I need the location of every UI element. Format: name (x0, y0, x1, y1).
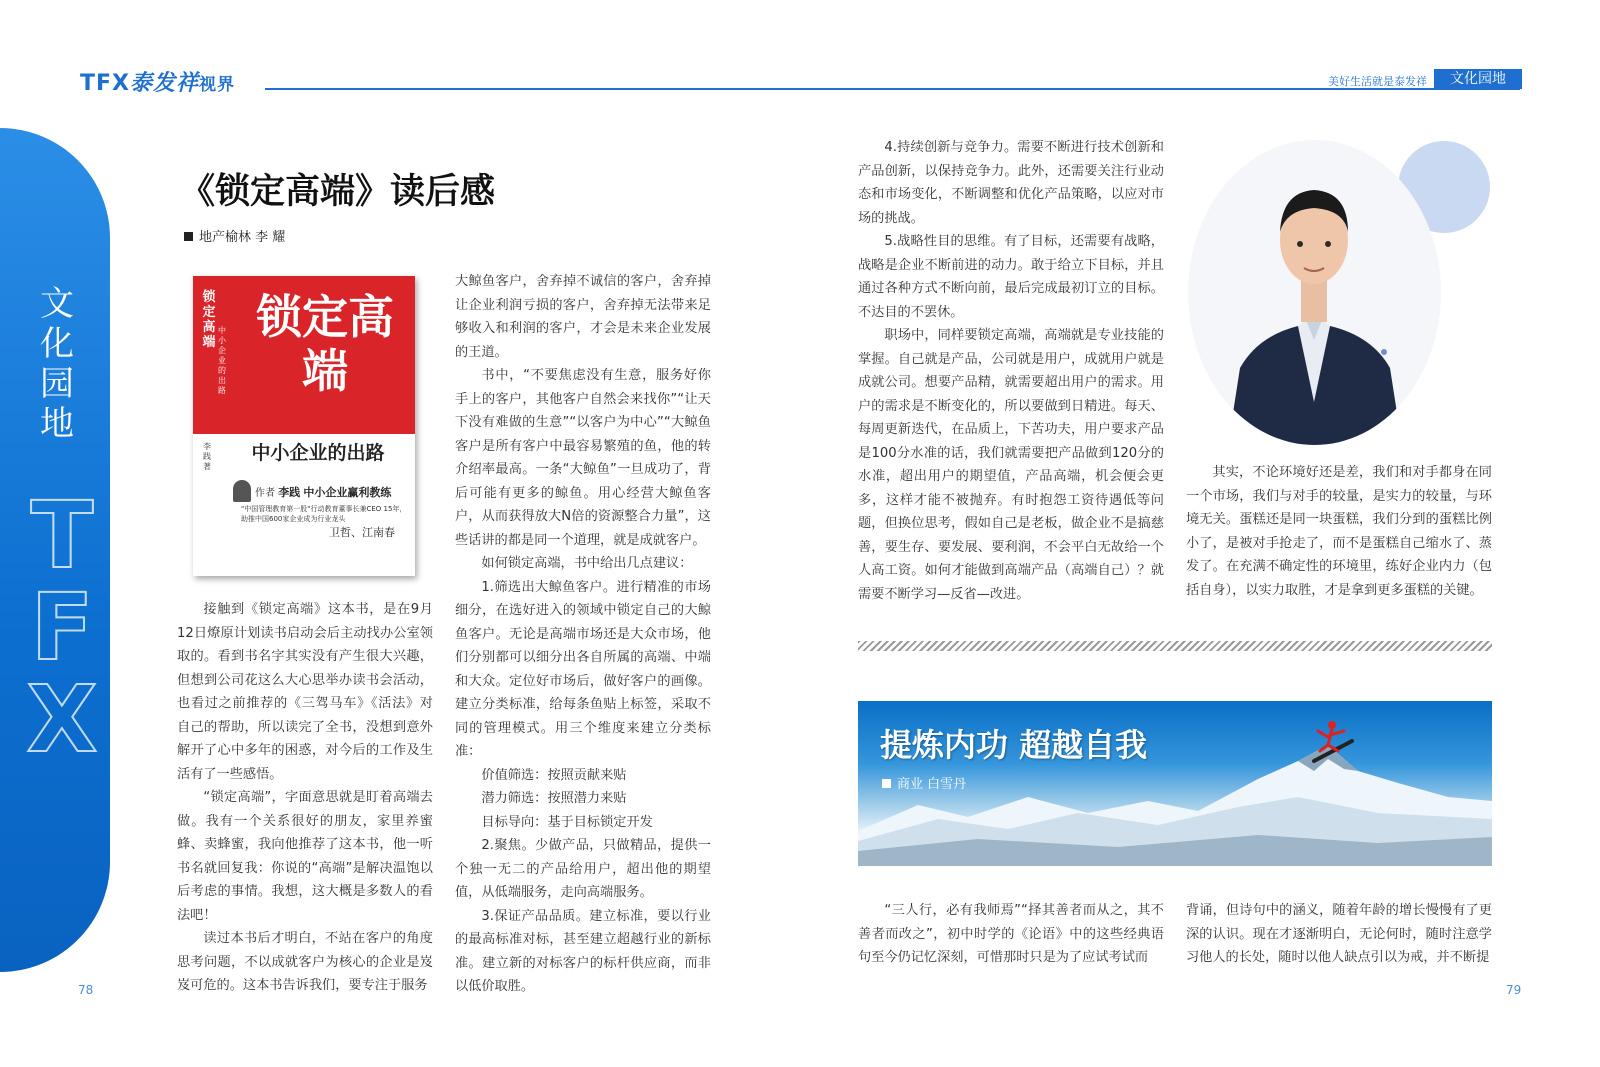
paragraph: 其实，不论环境好还是差，我们和对手都身在同一个市场，我们与对手的较量，是实力的较量，与环境无关。蛋糕还是同一块蛋糕，我们分到的蛋糕比例小了，是被对手抢走了，而不是蛋糕自己缩水了、蒸发了。在充满不确定性的环境里，练好企业内力（包括自身），以实力取胜，才是拿到更多蛋糕的关键。 (1186, 465, 1492, 598)
book-side-title: 锁定高端 (202, 290, 216, 350)
paragraph: 目标导向：基于目标锁定开发 (481, 814, 653, 830)
banner-title: 提炼内功 超越自我 (880, 726, 1148, 764)
header-slogan: 美好生活就是泰发祥 (1328, 75, 1427, 88)
page-number-left: 78 (78, 983, 94, 997)
book-cover-image (193, 276, 415, 576)
watermark-letter: X (26, 666, 98, 773)
watermark-letter: T (30, 482, 94, 589)
author-name: 李践 (278, 486, 301, 499)
paragraph: “三人行，必有我师焉”“择其善者而从之，其不善者而改之”，初中时学的《论语》中的这些经典语句至今仍记忆深刻，可惜那时只是为了应试考试而 (858, 903, 1164, 965)
book-main-title: 锁定高端 (256, 290, 394, 398)
sidebar-section-title: 文化园地 (40, 284, 74, 444)
paragraph: 书中，“不要焦虑没有生意，服务好你手上的客户，其他客户自然会来找你”“让天下没有难做的生意”“以客户为中心”“大鲸鱼客户是所有客户中最容易繁殖的鱼，他的转介绍率最高。一条“大鲸鱼”一旦成功了，背后可能有更多的鲸鱼。用心经营大鲸鱼客户，从而获得放大N倍的资源整合力量”，这些话讲的都是同一个道理，就是成就客户。 (455, 368, 711, 548)
book-quote: "中国管理教育第一股"行动教育董事长兼CEO 15年，助推中国600家企业成为行业龙头 (241, 505, 407, 523)
author-portrait (1188, 140, 1441, 445)
bottom-column-1 (858, 899, 1164, 970)
paragraph: 职场中，同样要锁定高端，高端就是专业技能的掌握。自己就是产品，公司就是用户，成就用户就是成就公司。想要产品精，就需要超出用户的需求。用户的需求是不断变化的，所以要做到日精进。每天、每周更新迭代，在品质上，下苦功夫，用户要求产品是100分水准的话，我们就需要把产品做到120分的水准，超出用户的期望值，产品高端，机会便会更多，这样才能不被抛弃。有时抱怨工资待遇低等问题，但换位思考，假如自己是老板，做企业不是搞慈善，要生存、要发展、要利润，不会平白无故给一个人高工资。如何才能做到高端产品（高端自己）？就需要不断学习—反省—改进。 (858, 328, 1164, 602)
paragraph: 大鲸鱼客户，舍弃掉不诚信的客户，舍弃掉让企业利润亏损的客户，舍弃掉无法带来足够收入和利润的客户，才会是未来企业发展的王道。 (455, 274, 711, 360)
paragraph: 如何锁定高端，书中给出几点建议： (481, 556, 693, 571)
watermark-letters (22, 482, 102, 773)
section-divider (858, 641, 1492, 651)
section-tab: 文化园地 (1434, 69, 1522, 89)
byline-text: 商业 白雪丹 (897, 777, 967, 792)
author-role: 中小企业赢利教练 (303, 486, 392, 499)
logo-suffix: 视界 (199, 75, 236, 95)
left-column-1 (177, 598, 433, 998)
byline-square-icon (882, 779, 891, 788)
watermark-letter: F (30, 574, 94, 681)
paragraph: 背诵，但诗句中的涵义，随着年龄的增长慢慢有了更深的认识。现在才逐渐明白，无论何时，随时注意学习他人的长处，随时以他人缺点引以为戒，并不断提 (1186, 903, 1492, 965)
book-author-line (255, 484, 391, 500)
author-photo (233, 480, 251, 502)
author-label: 作者 (255, 488, 275, 499)
page-number-right: 79 (1506, 983, 1522, 997)
paragraph: 2.聚焦。少做产品，只做精品，提供一个独一无二的产品给用户，超出他的期望值，从低端服务，走向高端服务。 (455, 838, 711, 900)
article-byline (184, 226, 285, 245)
paragraph: “锁定高端”，字面意思就是盯着高端去做。我有一个关系很好的朋友，家里养蜜蜂、卖蜂蜜，我向他推荐了这本书，他一听书名就回复我：你说的“高端”是解决温饱以后考虑的事情。我想，这大概是多数人的看法吧！ (177, 790, 433, 923)
paragraph: 1.筛选出大鲸鱼客户。进行精准的市场细分，在选好进入的领域中锁定自己的大鲸鱼客户。无论是高端市场还是大众市场，他们分别都可以细分出各自所属的高端、中端和大众。定位好市场后，做好客户的画像。建立分类标准，给每条鱼贴上标签，采取不同的管理模式。用三个维度来建立分类标准： (455, 579, 711, 759)
book-spine-author: 李践 著 (203, 442, 211, 471)
article-title: 《锁定高端》读后感 (180, 172, 496, 212)
portrait-illustration (1188, 140, 1441, 445)
paragraph: 价值筛选：按照贡献来贴 (481, 767, 627, 783)
book-subtitle: 中小企业的出路 (251, 442, 385, 464)
right-column-2 (1186, 461, 1492, 602)
sidebar-watermark (22, 482, 102, 773)
paragraph: 3.保证产品品质。建立标准，要以行业的最高标准对标，甚至建立超越行业的新标准。建立新的对标客户的标杆供应商，而非以低价取胜。 (455, 908, 711, 994)
brand-logo (80, 66, 235, 97)
left-column-2 (455, 270, 711, 999)
paragraph: 接触到《锁定高端》这本书，是在9月12日燎原计划读书启动会后主动找办公室领取的。看到书名字其实没有产生很大兴趣，但想到公司花这么大心思举办读书会活动，也看过之前推荐的《三驾马车》《活法》对自己的帮助，所以读完了全书，没想到意外解开了心中多年的困惑，对今后的工作及生活有了一些感悟。 (177, 602, 433, 782)
logo-latin: TFX (80, 71, 130, 96)
byline-text: 地产榆林 李 耀 (199, 230, 286, 245)
book-recommenders: 卫哲、江南春 (329, 526, 395, 539)
byline-square-icon (184, 232, 193, 241)
right-column-1 (858, 136, 1164, 606)
banner-byline (882, 773, 966, 792)
paragraph: 5.战略性目的思维。有了目标，还需要有战略，战略是企业不断前进的动力。敢于给立下目标，并且通过各种方式不断向前，最后完成最初订立的目标。不达目的不罢休。 (858, 234, 1164, 320)
bottom-column-2 (1186, 899, 1492, 970)
paragraph: 读过本书后才明白，不站在客户的角度思考问题，不以成就客户为核心的企业是岌岌可危的。这本书告诉我们，要专注于服务 (177, 931, 433, 993)
paragraph: 4.持续创新与竞争力。需要不断进行技术创新和产品创新，以保持竞争力。此外，还需要关注行业动态和市场变化，不断调整和优化产品策略，以应对市场的挑战。 (858, 140, 1164, 226)
book-side-subtitle: 中小企业的出路 (218, 326, 226, 395)
paragraph: 潜力筛选：按照潜力来贴 (481, 791, 627, 806)
logo-brand: 泰发祥 (130, 71, 200, 96)
